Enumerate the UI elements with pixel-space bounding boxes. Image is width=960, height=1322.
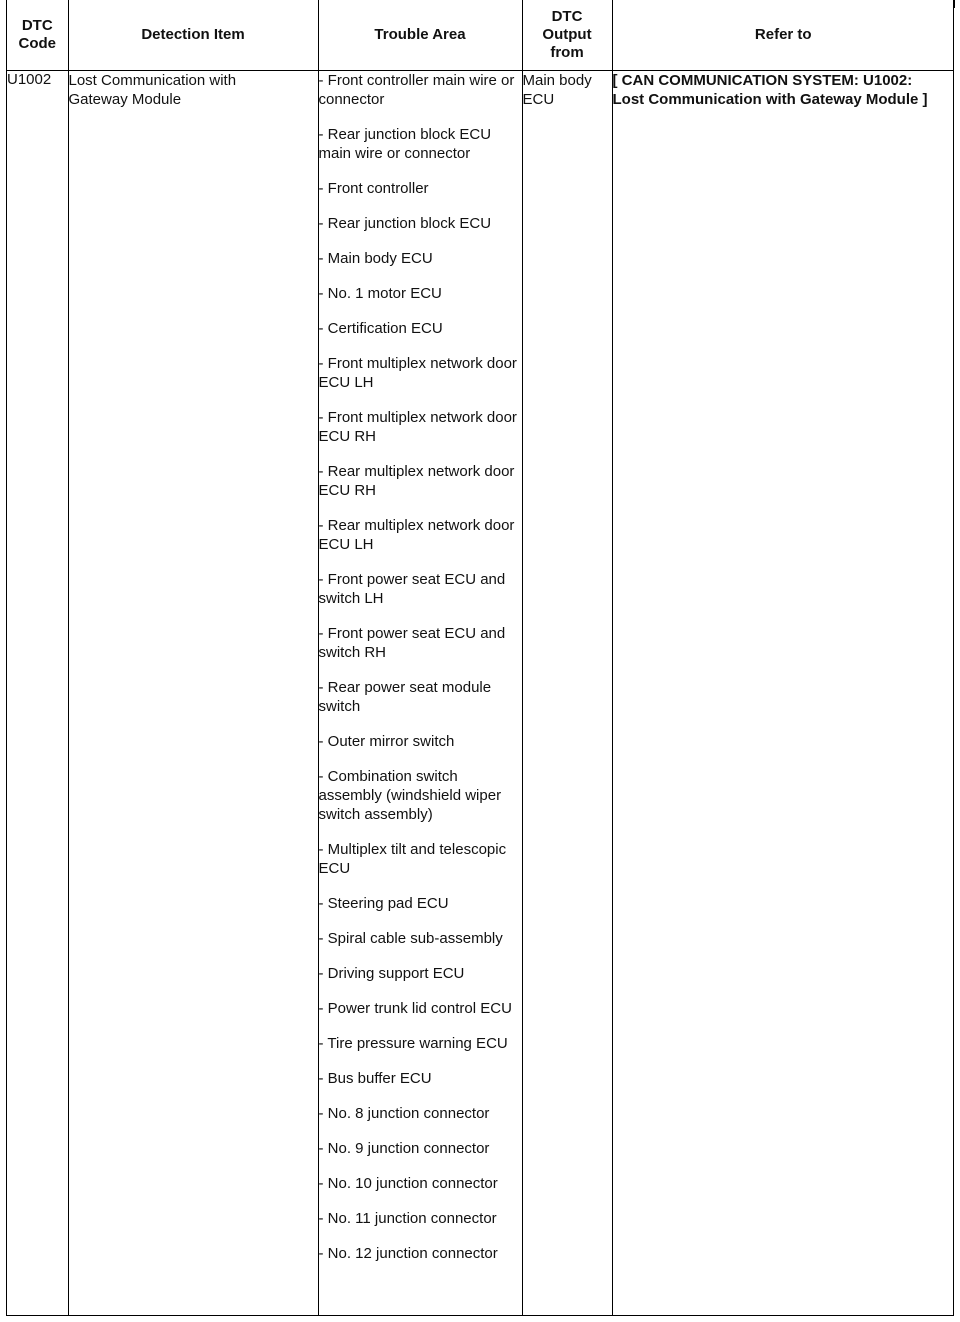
list-item: - Front controller main wire or connector (318, 72, 515, 108)
table-row (7, 71, 954, 1316)
header-refer-to: Refer to (612, 0, 954, 71)
list-item: - Front power seat ECU and switch RH (318, 625, 506, 661)
list-item: - Driving support ECU (318, 965, 465, 982)
list-item: - Front multiplex network door ECU LH (318, 355, 517, 391)
dtc-table-frame (6, 0, 954, 1316)
header-dtc-code: DTC Code (7, 0, 68, 71)
list-item: - Multiplex tilt and telescopic ECU (318, 841, 507, 877)
list-item: - Rear junction block ECU (318, 215, 492, 232)
list-item: - Tire pressure warning ECU (318, 1035, 508, 1052)
list-item: - Bus buffer ECU (318, 1070, 432, 1087)
detection-item-cell: Lost Communication with Gateway Module (68, 71, 318, 1316)
list-item: - Front multiplex network door ECU RH (318, 409, 517, 445)
list-item: - No. 1 motor ECU (318, 285, 442, 302)
list-item: - Front controller (318, 180, 429, 197)
header-row (7, 0, 954, 71)
list-item: - No. 12 junction connector (318, 1245, 498, 1262)
dtc-table (7, 0, 954, 1315)
list-item: - Steering pad ECU (318, 895, 449, 912)
header-detection-item: Detection Item (68, 0, 318, 71)
list-item: - Spiral cable sub-assembly (318, 930, 503, 947)
trouble-area-cell (318, 71, 522, 1316)
dtc-output-cell: Main body ECU (522, 71, 612, 1316)
list-item: - Rear multiplex network door ECU RH (318, 463, 515, 499)
list-item: - Rear multiplex network door ECU LH (318, 517, 515, 553)
list-item: - Main body ECU (318, 250, 433, 267)
list-item: - Outer mirror switch (318, 733, 455, 750)
list-item: - No. 8 junction connector (318, 1105, 490, 1122)
list-item: - Rear power seat module switch (318, 679, 492, 715)
dtc-code-cell: U1002 (7, 71, 52, 88)
list-item: - Combination switch assembly (windshield wiper switch assembly) (318, 768, 502, 823)
list-item: - No. 10 junction connector (318, 1175, 498, 1192)
list-item: - No. 9 junction connector (318, 1140, 490, 1157)
list-item: - Certification ECU (318, 320, 443, 337)
refer-to-link[interactable]: [ CAN COMMUNICATION SYSTEM: U1002: Lost Communication with Gateway Module ] (612, 71, 954, 1316)
header-dtc-output: DTC Output from (522, 0, 612, 71)
trouble-area-list (319, 71, 522, 1263)
list-item: - No. 11 junction connector (318, 1210, 497, 1227)
header-trouble-area: Trouble Area (318, 0, 522, 71)
list-item: - Front power seat ECU and switch LH (318, 571, 506, 607)
list-item: - Rear junction block ECU main wire or connector (318, 126, 492, 162)
list-item: - Power trunk lid control ECU (318, 1000, 512, 1017)
column-tick (954, 0, 955, 8)
